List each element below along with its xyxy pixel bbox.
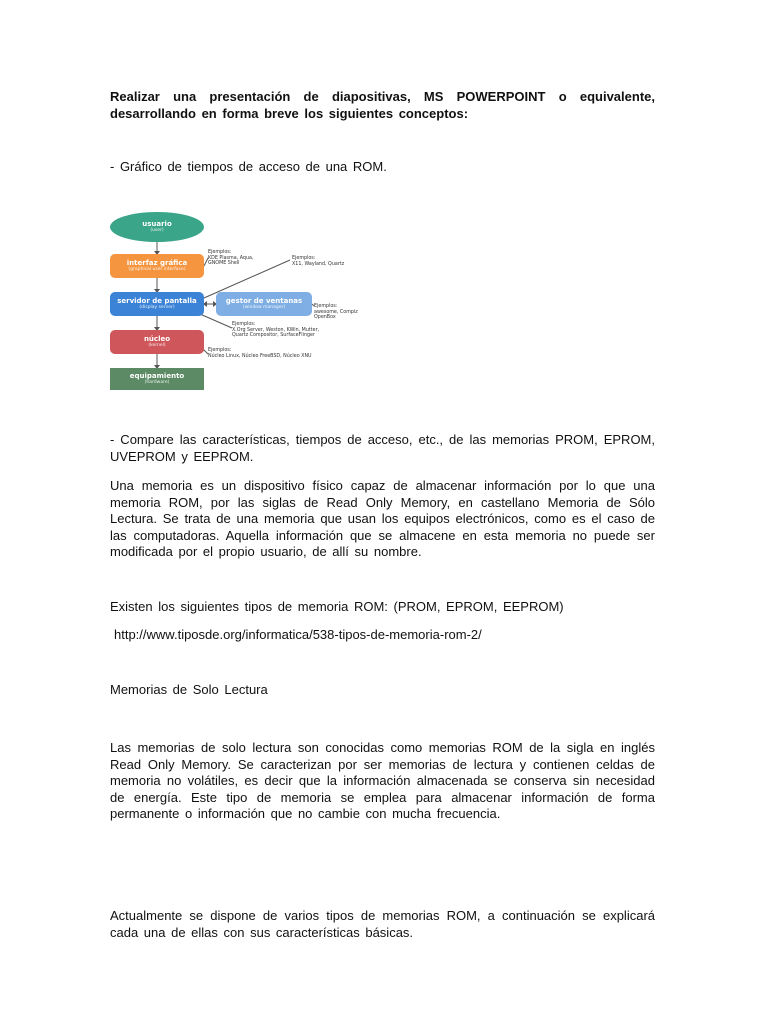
assignment-intro: Realizar una presentación de diapositivas, MS POWERPOINT o equivalente, desarrollando en forma breve los siguientes conceptos: bbox=[110, 89, 655, 121]
rom-types-line: Existen los siguientes tipos de memoria ROM: (PROM, EPROM, EEPROM) bbox=[110, 599, 564, 614]
item-rom-access-chart: - Gráfico de tiempos de acceso de una ROM. bbox=[110, 159, 387, 174]
note-wm-line-2: awesome, Compiz bbox=[314, 309, 358, 315]
node-wm-sub: (window manager) bbox=[242, 305, 286, 310]
note-srv-line-3: Quartz Compositor, SurfaceFlinger bbox=[232, 333, 315, 339]
node-kernel bbox=[110, 330, 204, 354]
node-gui-sub: (graphical user interface) bbox=[128, 267, 186, 272]
note-gui-line-1: Ejemplos: bbox=[208, 250, 232, 255]
note-gui-line-3: GNOME Shell bbox=[208, 261, 240, 267]
paragraph-memory-definition: Una memoria es un dispositivo físico capaz de almacenar información por lo que una memoria ROM, por las siglas de Read Only Memory, en castellano Memoria de Sólo Lectura. Se trata de una memoria que usan los equipos electrónicos, como es el caso de las computadoras. Aquella información que se almacene en esta memoria no puede ser modificada por el propio usuario, de allí su nombre. bbox=[110, 478, 655, 559]
node-user-title: usuario bbox=[142, 220, 172, 228]
node-kernel-sub: (kernel) bbox=[148, 343, 166, 348]
reference-link[interactable]: http://www.tiposde.org/informatica/538-tipos-de-memoria-rom-2/ bbox=[114, 627, 482, 642]
note-wm-line-3: OpenBox bbox=[314, 315, 336, 321]
node-hardware bbox=[110, 368, 204, 390]
node-user bbox=[110, 212, 204, 242]
note-srv-line-1: Ejemplos: bbox=[232, 322, 256, 327]
node-wm-title: gestor de ventanas bbox=[225, 297, 303, 305]
node-kernel-title: núcleo bbox=[143, 335, 171, 343]
note-x-line-2: X11, Wayland, Quartz bbox=[292, 261, 345, 267]
paragraph-rom-description: Las memorias de solo lectura son conocidas como memorias ROM de la sigla en inglés Read Only Memory. Se caracterizan por ser memorias de lectura y contienen celdas de memoria no volátiles, es decir que la información almacenada se conserva sin necesidad de energía. Este tipo de memoria se emplea para almacenar información de forma permanente o información que no cambie con mucha frecuencia. bbox=[110, 740, 655, 821]
node-window-manager bbox=[216, 292, 312, 316]
note-gui-line-2: KDE Plasma, Aqua, bbox=[208, 255, 254, 261]
note-kern-line-2: Núcleo Linux, Núcleo FreeBSD, Núcleo XNU bbox=[208, 353, 312, 359]
note-kern-line-1: Ejemplos: bbox=[208, 348, 232, 353]
display-stack-diagram bbox=[108, 210, 366, 392]
note-srv-line-2: X.Org Server, Weston, KWin, Mutter, bbox=[232, 327, 320, 333]
note-display-protocol-examples bbox=[292, 256, 344, 267]
node-server-title: servidor de pantalla bbox=[117, 297, 197, 305]
note-gui-examples bbox=[208, 250, 253, 267]
node-gui-title: interfaz gráfica bbox=[126, 259, 188, 267]
note-wm-line-1: Ejemplos: bbox=[314, 304, 338, 309]
note-server-examples bbox=[232, 322, 319, 339]
node-user-sub: (user) bbox=[150, 228, 164, 233]
node-hw-title: equipamiento bbox=[129, 372, 185, 380]
section-heading: Memorias de Solo Lectura bbox=[110, 682, 268, 697]
note-kernel-examples bbox=[208, 348, 312, 359]
note-wm-examples bbox=[314, 304, 358, 321]
node-gui bbox=[110, 254, 204, 278]
node-server-sub: (display server) bbox=[139, 305, 175, 310]
node-display-server bbox=[110, 292, 204, 316]
item-compare-memories: - Compare las características, tiempos de acceso, etc., de las memorias PROM, EPROM, UVEPROM y EEPROM. bbox=[110, 432, 655, 464]
node-hw-sub: (hardware) bbox=[144, 380, 170, 385]
note-x-line-1: Ejemplos: bbox=[292, 256, 316, 261]
paragraph-rom-types-intro: Actualmente se dispone de varios tipos de memorias ROM, a continuación se explicará cada una de ellas con sus características básicas. bbox=[110, 908, 655, 940]
line-server-note bbox=[200, 314, 232, 328]
